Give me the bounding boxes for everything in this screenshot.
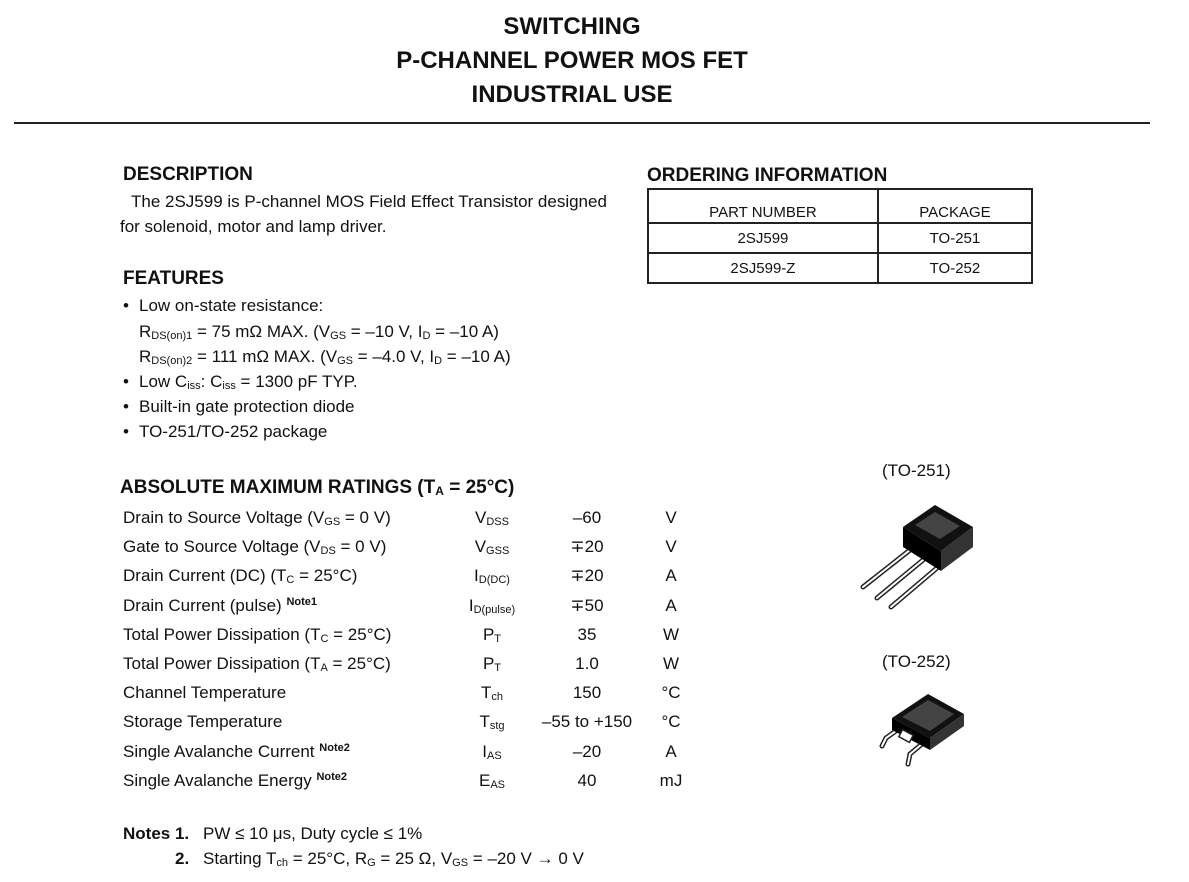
ordering-heading: ORDERING INFORMATION bbox=[647, 165, 888, 186]
rating-unit: °C bbox=[661, 683, 681, 702]
rating-symbol: $T_{ch}$ bbox=[480, 683, 503, 703]
description-line-1: The 2SJ599 is P-channel MOS Field Effect Transistor designed bbox=[131, 192, 607, 211]
description-line-2: for solenoid, motor and lamp driver. bbox=[120, 217, 387, 236]
note-1-text: PW ≤ 10 μs, Duty cycle ≤ 1% bbox=[203, 824, 423, 843]
feature-item: • Low on-state resistance: bbox=[123, 296, 324, 315]
rating-value: ∓20 bbox=[570, 537, 604, 556]
bullet-icon: • bbox=[123, 372, 129, 391]
rating-symbol: $V_{GSS}$ bbox=[474, 537, 510, 557]
features-heading: FEATURES bbox=[123, 268, 224, 289]
rating-unit: °C bbox=[661, 712, 681, 731]
rating-unit: mJ bbox=[659, 771, 683, 790]
rating-symbol: $P_T$ bbox=[482, 654, 502, 674]
rating-parameter: Drain to Source Voltage ($V_{GS} = 0$ V) bbox=[123, 508, 391, 528]
feature-item: • TO-251/TO-252 package bbox=[123, 422, 328, 441]
rating-symbol: $I_{D(pulse)}$ bbox=[468, 596, 516, 616]
rating-symbol: $I_{AS}$ bbox=[482, 742, 502, 762]
note-2-label: 2. bbox=[175, 849, 190, 868]
notes-block bbox=[123, 824, 189, 844]
rating-value: 35 bbox=[577, 625, 597, 644]
note-2-text: Starting $T_{ch} = 25^\circ C$, $R_G = 25$ Ω, $V_{GS} = -20$ V → 0 V bbox=[203, 849, 584, 869]
bullet-icon: • bbox=[123, 397, 129, 416]
feature-item: • Built-in gate protection diode bbox=[123, 397, 355, 416]
feature-rds2: $R_{DS(on)2} = 111$ mΩ MAX. ($V_{GS} = -4.0$ V, $I_D = -10$ A) bbox=[139, 347, 511, 367]
rating-symbol: $T_{stg}$ bbox=[479, 712, 505, 732]
column-header-package: PACKAGE bbox=[878, 189, 1032, 223]
ratings-heading: ABSOLUTE MAXIMUM RATINGS $(T_A = 25^\circ C)$ bbox=[120, 477, 515, 498]
package-cell: TO-252 bbox=[878, 253, 1032, 283]
rating-unit: A bbox=[665, 596, 677, 615]
rating-parameter: Total Power Dissipation $(T_C = 25^\circ C)$ bbox=[123, 625, 392, 645]
rating-parameter: Storage Temperature bbox=[123, 712, 283, 731]
rating-parameter: Drain Current (pulse) $^{Note1}$ bbox=[123, 596, 318, 615]
rating-unit: V bbox=[665, 537, 677, 556]
rating-value: 1.0 bbox=[575, 654, 599, 673]
title-line-3: INDUSTRIAL USE bbox=[471, 81, 673, 108]
note-reference: Note1 bbox=[286, 596, 318, 608]
rating-value: ∓50 bbox=[570, 596, 604, 615]
note-reference: Note2 bbox=[319, 742, 350, 754]
rating-parameter: Single Avalanche Energy $^{Note2}$ bbox=[123, 771, 348, 790]
rating-unit: V bbox=[665, 508, 677, 527]
description-heading: DESCRIPTION bbox=[123, 164, 253, 185]
rating-value: 40 bbox=[577, 771, 597, 790]
note-reference: Note2 bbox=[316, 771, 348, 783]
feature-rds1: $R_{DS(on)1} = 75$ mΩ MAX. ($V_{GS} = -10$ V, $I_D = -10$ A) bbox=[139, 322, 499, 342]
rating-symbol: $P_T$ bbox=[482, 625, 502, 645]
rating-parameter: Total Power Dissipation $(T_A = 25^\circ C)$ bbox=[123, 654, 391, 674]
notes-label: Notes 1. bbox=[123, 824, 190, 843]
rating-value: –20 bbox=[572, 742, 602, 761]
to252-package-icon bbox=[872, 688, 982, 773]
rating-value: –55 to +150 bbox=[541, 712, 633, 731]
title-line-1: SWITCHING bbox=[503, 13, 641, 40]
rating-unit: A bbox=[665, 742, 677, 761]
rating-symbol: $I_{D(DC)}$ bbox=[474, 566, 510, 586]
rating-unit: W bbox=[662, 654, 680, 673]
bullet-icon: • bbox=[123, 296, 129, 315]
feature-item: • Low $C_{iss}$: $C_{iss} = 1300$ pF TYP. bbox=[123, 372, 358, 392]
to251-package-icon bbox=[855, 495, 985, 610]
rating-symbol: $V_{DSS}$ bbox=[475, 508, 509, 528]
part-number-cell: 2SJ599-Z bbox=[648, 253, 878, 283]
rating-value: –60 bbox=[572, 508, 602, 527]
rating-unit: A bbox=[665, 566, 677, 585]
rating-parameter: Single Avalanche Current $^{Note2}$ bbox=[123, 742, 350, 761]
rating-parameter: Drain Current (DC) $(T_C = 25^\circ C)$ bbox=[123, 566, 358, 586]
rating-unit: W bbox=[662, 625, 680, 644]
package-cell: TO-251 bbox=[878, 223, 1032, 253]
bullet-icon: • bbox=[123, 422, 129, 441]
rating-value: 150 bbox=[572, 683, 602, 702]
package-label-to252: (TO-252) bbox=[882, 652, 951, 671]
column-header-part: PART NUMBER bbox=[648, 189, 878, 223]
rating-symbol: $E_{AS}$ bbox=[478, 771, 506, 791]
rating-parameter: Gate to Source Voltage ($V_{DS} = 0$ V) bbox=[123, 537, 387, 557]
rating-value: ∓20 bbox=[570, 566, 604, 585]
part-number-cell: 2SJ599 bbox=[648, 223, 878, 253]
title-line-2: P-CHANNEL POWER MOS FET bbox=[396, 47, 748, 74]
rating-parameter: Channel Temperature bbox=[123, 683, 287, 702]
package-label-to251: (TO-251) bbox=[882, 461, 951, 480]
